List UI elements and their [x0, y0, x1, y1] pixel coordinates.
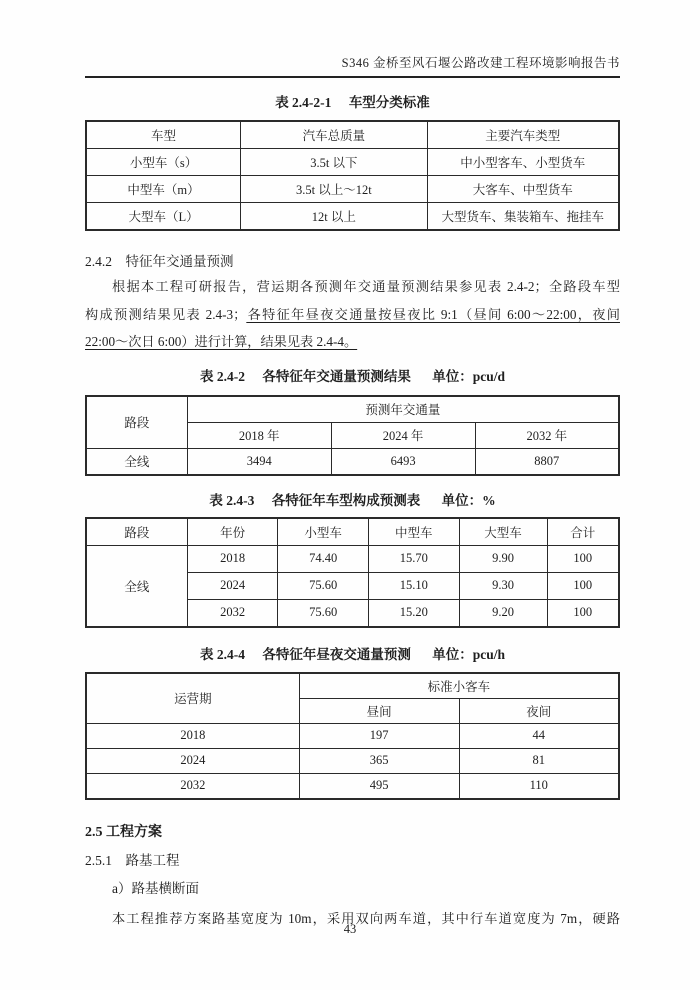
table-caption-day-night	[85, 646, 620, 664]
table-row	[86, 203, 619, 231]
running-header: S346 金桥至风石堰公路改建工程环境影响报告书	[85, 55, 620, 78]
caption-label: 表 2.4-2	[199, 368, 245, 384]
page-number: 43	[343, 922, 357, 936]
cell: 75.60	[278, 599, 369, 627]
cell: 3.5t 以下	[241, 149, 428, 176]
cell: 15.20	[368, 599, 459, 627]
caption-unit: 单位：pcu/d	[432, 368, 506, 384]
section-heading-25: 2.5 工程方案	[85, 824, 162, 840]
header-cell: 中型车	[368, 518, 459, 546]
header-cell: 主要汽车类型	[427, 121, 619, 149]
day-night-traffic-table	[85, 672, 620, 800]
table-row	[86, 448, 619, 475]
cell: 3.5t 以上～12t	[241, 176, 428, 203]
cell: 100	[547, 599, 619, 627]
cell: 12t 以上	[241, 203, 428, 231]
underlined-text: 22:00～次日 6:00）进行计算，结果见表 2.4-4。	[85, 334, 358, 349]
caption-title: 各特征年昼夜交通量预测	[262, 646, 411, 662]
cell: 3494	[187, 448, 331, 475]
table-header-row	[86, 518, 619, 546]
cell: 大型货车、集装箱车、拖挂车	[427, 203, 619, 231]
header-cell: 2024 年	[331, 422, 475, 448]
content-area	[85, 55, 620, 932]
cell: 197	[299, 723, 459, 748]
cell: 8807	[475, 448, 619, 475]
header-cell: 夜间	[459, 698, 619, 723]
body-paragraph-line: 本工程推荐方案路基宽度为 10m，采用双向两车道，其中行车道宽度为 7m，硬路	[112, 910, 620, 926]
cell: 9.30	[459, 572, 547, 599]
cell: 110	[459, 773, 619, 799]
header-cell: 年份	[187, 518, 278, 546]
header-cell: 路段	[86, 396, 187, 449]
underlined-text: 各特征年昼夜交通量按昼夜比 9:1（昼间 6:00～22:00，夜间	[246, 306, 620, 322]
caption-title: 车型分类标准	[348, 95, 430, 110]
group-header-cell: 预测年交通量	[187, 396, 619, 423]
cell: 2024	[187, 572, 278, 599]
cell: 9.20	[459, 599, 547, 627]
cell: 74.40	[278, 545, 369, 572]
vehicle-class-table	[85, 120, 620, 231]
cell: 495	[299, 773, 459, 799]
cell: 大客车、中型货车	[427, 176, 619, 203]
paragraph-242	[85, 273, 620, 356]
cell: 15.70	[368, 545, 459, 572]
table-caption-traffic-forecast	[85, 368, 620, 386]
caption-label: 表 2.4-4	[199, 646, 245, 662]
table-row	[86, 748, 619, 773]
cell: 2018	[187, 545, 278, 572]
table-row	[86, 723, 619, 748]
paragraph-line	[85, 328, 620, 356]
cell: 6493	[331, 448, 475, 475]
cell: 2024	[86, 748, 299, 773]
header-cell: 小型车	[278, 518, 369, 546]
cell: 9.90	[459, 545, 547, 572]
caption-unit: 单位：%	[441, 492, 496, 508]
section-heading-251: 2.5.1 路基工程	[85, 852, 180, 868]
caption-label: 表 2.4-3	[209, 492, 255, 508]
cell: 15.10	[368, 572, 459, 599]
cell: 大型车（L）	[86, 203, 241, 231]
traffic-forecast-table	[85, 395, 620, 476]
caption-title: 各特征年车型构成预测表	[271, 492, 421, 508]
table-caption-vehicle-class	[85, 94, 620, 112]
list-item-a: a）路基横断面	[112, 880, 199, 896]
table-row	[86, 545, 619, 572]
header-cell: 大型车	[459, 518, 547, 546]
table-caption-vehicle-composition	[85, 492, 620, 510]
table-header-row	[86, 673, 619, 699]
header-cell: 昼间	[299, 698, 459, 723]
cell: 100	[547, 545, 619, 572]
header-cell: 合计	[547, 518, 619, 546]
cell: 75.60	[278, 572, 369, 599]
cell: 365	[299, 748, 459, 773]
section-heading-242: 2.4.2 特征年交通量预测	[85, 254, 234, 269]
table-header-row	[86, 396, 619, 423]
caption-label: 表 2.4-2-1	[275, 95, 332, 110]
cell: 小型车（s）	[86, 149, 241, 176]
row-label-cell: 全线	[86, 448, 187, 475]
header-cell: 2018 年	[187, 422, 331, 448]
vehicle-composition-table	[85, 517, 620, 628]
cell: 中小型客车、小型货车	[427, 149, 619, 176]
header-cell: 车型	[86, 121, 241, 149]
cell: 2018	[86, 723, 299, 748]
paragraph-line: 构成预测结果见表 2.4-3；各特征年昼夜交通量按昼夜比 9:1（昼间 6:00～22:00，夜间	[85, 306, 620, 322]
header-cell: 运营期	[86, 673, 299, 724]
cell: 44	[459, 723, 619, 748]
group-header-cell: 标准小客车	[299, 673, 619, 699]
cell: 2032	[187, 599, 278, 627]
table-header-row	[86, 121, 619, 149]
cell: 81	[459, 748, 619, 773]
header-cell: 汽车总质量	[241, 121, 428, 149]
paragraph-line: 根据本工程可研报告，营运期各预测年交通量预测结果参见表 2.4-2；全路段车型	[112, 279, 620, 294]
header-cell: 路段	[86, 518, 187, 546]
caption-unit: 单位：pcu/h	[432, 646, 506, 662]
cell: 中型车（m）	[86, 176, 241, 203]
caption-title: 各特征年交通量预测结果	[262, 368, 411, 384]
cell: 100	[547, 572, 619, 599]
table-row	[86, 773, 619, 799]
header-cell: 2032 年	[475, 422, 619, 448]
row-label-cell: 全线	[86, 545, 187, 627]
table-row	[86, 149, 619, 176]
table-row	[86, 176, 619, 203]
cell: 2032	[86, 773, 299, 799]
